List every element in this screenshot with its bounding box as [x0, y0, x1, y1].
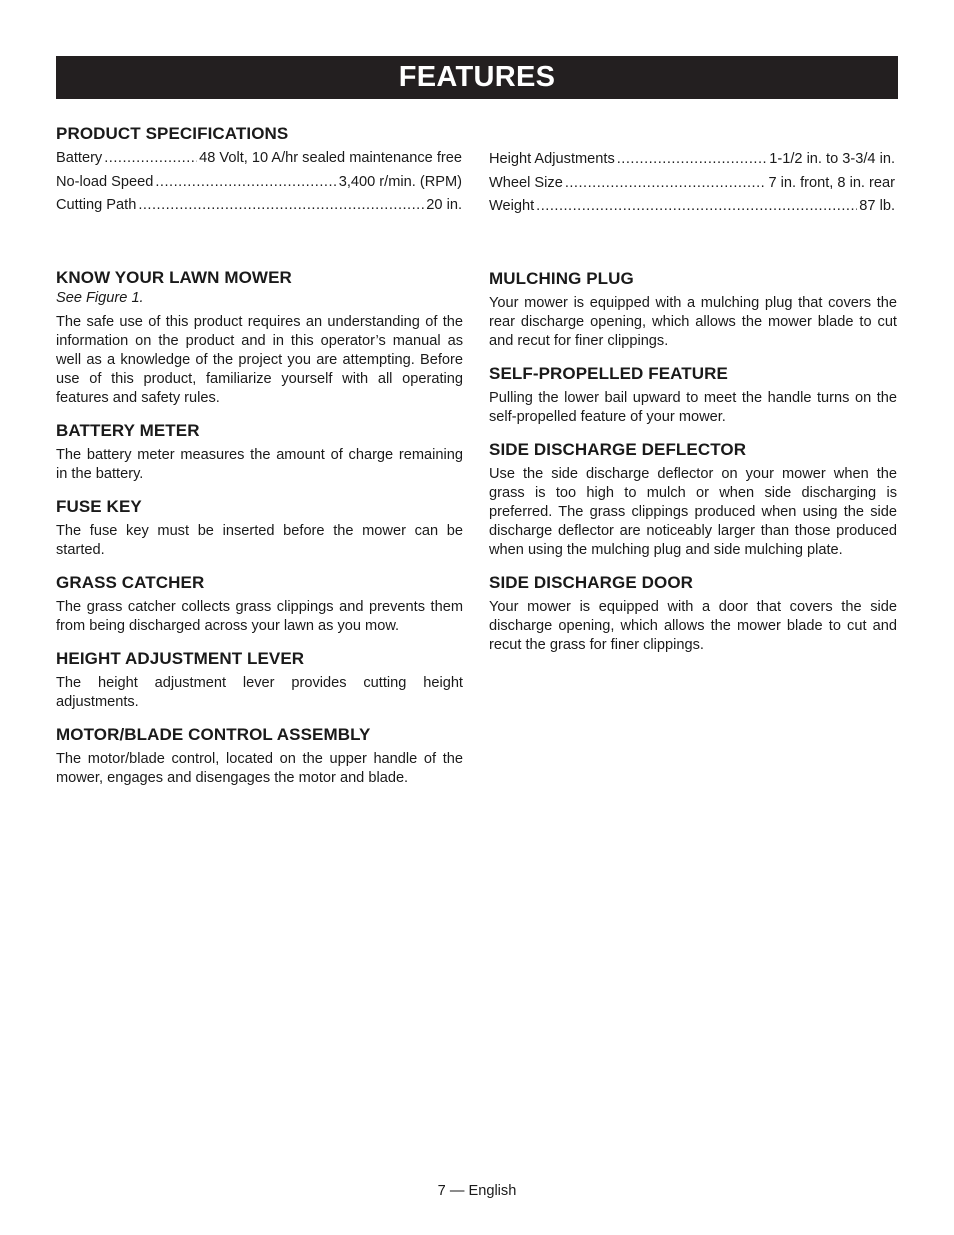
section-body: Pulling the lower bail upward to meet the handle turns on the self-propelled feature of your mower. [489, 390, 897, 425]
right-sections-column [489, 269, 897, 655]
section-heading: GRASS CATCHER [56, 573, 205, 592]
section-body: The height adjustment lever provides cutting height adjustments. [56, 675, 463, 710]
section-know-your-lawn-mower [56, 268, 463, 408]
spec-value: 87 lb. [859, 198, 895, 214]
section-heading: SIDE DISCHARGE DEFLECTOR [489, 440, 747, 459]
spec-label: No-load Speed [56, 173, 154, 190]
section-body: The safe use of this product requires an understanding of the information on the product and in this operator’s manual as well as a knowledge of the project you are attempting. Before use of this product, familiarize yourself with all operating features and safety rules. [56, 314, 463, 406]
spec-value: 3,400 r/min. (RPM) [338, 173, 462, 190]
section-body: The battery meter measures the amount of charge remaining in the battery. [56, 447, 463, 482]
spec-row [56, 196, 462, 220]
spec-leader [565, 174, 767, 193]
section-body: The fuse key must be inserted before the mower can be started. [56, 523, 463, 558]
spec-label: Height Adjustments [489, 151, 615, 167]
spec-label: Wheel Size [489, 174, 563, 191]
section-body: Use the side discharge deflector on your mower when the grass is too high to mulch or when side discharging is preferred. The grass clippings produced when using the side discharge deflector are noticeably larger than those produced when using the mulching plug and side mulching plate. [489, 466, 897, 558]
section-mulching-plug [489, 269, 897, 351]
spec-value: 1-1/2 in. to 3-3/4 in. [769, 151, 895, 167]
figure-reference: See Figure 1. [56, 290, 144, 306]
section-heading: FUSE KEY [56, 497, 142, 516]
section-self-propelled-feature [489, 364, 897, 427]
spec-leader [104, 149, 197, 168]
spec-leader [536, 197, 857, 216]
section-heading: MULCHING PLUG [489, 269, 634, 288]
section-side-discharge-deflector [489, 440, 897, 560]
section-height-adjustment-lever [56, 649, 463, 712]
section-battery-meter [56, 421, 463, 484]
spec-row [489, 197, 895, 221]
spec-label: Weight [489, 198, 535, 214]
section-body: Your mower is equipped with a door that covers the side discharge opening, which allows the mower blade to cut and recut the grass for finer clippings. [489, 599, 897, 653]
spec-leader [138, 196, 424, 215]
section-heading: SELF-PROPELLED FEATURE [489, 364, 728, 383]
section-grass-catcher [56, 573, 463, 636]
specs-left-column [56, 124, 462, 220]
section-heading: BATTERY METER [56, 421, 200, 440]
specs-right-column [489, 150, 895, 221]
section-body: The motor/blade control, located on the upper handle of the mower, engages and disengages the motor and blade. [56, 751, 463, 786]
section-side-discharge-door [489, 573, 897, 655]
section-motor-blade-control [56, 725, 463, 788]
section-heading: SIDE DISCHARGE DOOR [489, 573, 694, 592]
spec-row [489, 174, 895, 198]
section-heading: HEIGHT ADJUSTMENT LEVER [56, 649, 305, 668]
spec-leader [617, 150, 768, 169]
left-sections-column [56, 268, 463, 788]
section-body: The grass catcher collects grass clippings and prevents them from being discharged across your lawn as you mow. [56, 599, 463, 634]
section-heading: KNOW YOUR LAWN MOWER [56, 268, 292, 287]
page-footer: 7 — English [437, 1183, 517, 1199]
section-body: Your mower is equipped with a mulching plug that covers the rear discharge opening, which allows the mower blade to cut and recut for finer clippings. [489, 295, 897, 349]
spec-value: 48 Volt, 10 A/hr sealed maintenance free [199, 150, 462, 166]
page-banner: FEATURES [56, 56, 898, 99]
specs-heading: PRODUCT SPECIFICATIONS [56, 124, 289, 143]
spec-row [489, 150, 895, 174]
section-heading: MOTOR/BLADE CONTROL ASSEMBLY [56, 725, 371, 744]
spec-row [56, 149, 462, 173]
spec-value: 20 in. [426, 197, 462, 213]
spec-label: Battery [56, 150, 103, 166]
spec-row [56, 173, 462, 197]
spec-value: 7 in. front, 8 in. rear [768, 174, 895, 191]
spec-leader [155, 173, 336, 192]
section-fuse-key [56, 497, 463, 560]
spec-label: Cutting Path [56, 197, 137, 213]
